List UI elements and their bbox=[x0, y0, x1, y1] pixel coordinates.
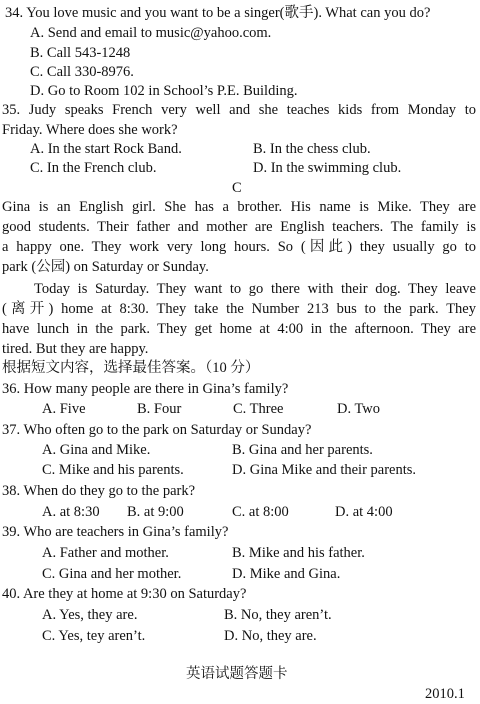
q36-option-d: D. Two bbox=[337, 401, 381, 417]
q34-option-a: A. Send and email to music@yahoo.com. bbox=[30, 25, 272, 41]
q38-option-a: A. at 8:30 bbox=[42, 504, 100, 520]
exam-date: 2010.1 bbox=[425, 686, 465, 702]
passage-line: Gina is an English girl. She has a brother. His name is Mike. They are bbox=[2, 199, 476, 215]
q39-stem: 39. Who are teachers in Gina’s family? bbox=[2, 524, 229, 540]
q36-option-b: B. Four bbox=[137, 401, 182, 417]
q40-option-a: A. Yes, they are. bbox=[42, 607, 138, 623]
q38-stem: 38. When do they go to the park? bbox=[2, 483, 196, 499]
q37-option-d: D. Gina Mike and their parents. bbox=[232, 462, 417, 478]
passage-line: good students. Their father and mother are English teachers. The family is bbox=[2, 219, 476, 235]
q35-stem-line2: Friday. Where does she work? bbox=[2, 122, 178, 138]
answer-sheet-title: 英语试题答题卡 bbox=[186, 666, 288, 682]
q35-option-b: B. In the chess club. bbox=[253, 141, 371, 157]
q36-option-a: A. Five bbox=[42, 401, 86, 417]
q40-option-b: B. No, they aren’t. bbox=[224, 607, 332, 623]
q38-option-b: B. at 9:00 bbox=[127, 504, 184, 520]
q37-option-c: C. Mike and his parents. bbox=[42, 462, 184, 478]
q34-option-d: D. Go to Room 102 in School’s P.E. Building. bbox=[30, 83, 298, 99]
q40-option-d: D. No, they are. bbox=[224, 628, 317, 644]
q35-option-c: C. In the French club. bbox=[30, 160, 157, 176]
passage-line: park (公园) on Saturday or Sunday. bbox=[2, 259, 209, 275]
q37-option-a: A. Gina and Mike. bbox=[42, 442, 151, 458]
q34-stem: 34. You love music and you want to be a singer(歌手). What can you do? bbox=[5, 5, 431, 21]
q38-option-c: C. at 8:00 bbox=[232, 504, 289, 520]
q38-option-d: D. at 4:00 bbox=[335, 504, 393, 520]
instruction: 根据短文内容，选择最佳答案。（10 分） bbox=[2, 360, 260, 376]
q40-option-c: C. Yes, tey aren’t. bbox=[42, 628, 146, 644]
q34-option-b: B. Call 543-1248 bbox=[30, 45, 131, 61]
passage-line: Today is Saturday. They want to go there with their dog. They leave bbox=[34, 281, 476, 297]
q35-option-d: D. In the swimming club. bbox=[253, 160, 402, 176]
passage-line: a happy one. They work very long hours. So (因此) they usually go to bbox=[2, 239, 476, 255]
q40-stem: 40. Are they at home at 9:30 on Saturday? bbox=[2, 586, 247, 602]
q39-option-b: B. Mike and his father. bbox=[232, 545, 365, 561]
q36-option-c: C. Three bbox=[233, 401, 284, 417]
q37-option-b: B. Gina and her parents. bbox=[232, 442, 373, 458]
section-heading: C bbox=[232, 180, 242, 196]
q35-option-a: A. In the start Rock Band. bbox=[30, 141, 182, 157]
q36-stem: 36. How many people are there in Gina’s family? bbox=[2, 381, 289, 397]
passage-line: tired. But they are happy. bbox=[2, 341, 149, 357]
q34-option-c: C. Call 330-8976. bbox=[30, 64, 134, 80]
q37-stem: 37. Who often go to the park on Saturday or Sunday? bbox=[2, 422, 312, 438]
q35-stem-line1: 35. Judy speaks French very well and she teaches kids from Monday to bbox=[2, 102, 476, 118]
passage-line: have lunch in the park. They get home at 4:00 in the afternoon. They are bbox=[2, 321, 476, 337]
passage-line: (离开) home at 8:30. They take the Number 213 bus to the park. They bbox=[2, 301, 476, 317]
q39-option-a: A. Father and mother. bbox=[42, 545, 169, 561]
q39-option-d: D. Mike and Gina. bbox=[232, 566, 341, 582]
q39-option-c: C. Gina and her mother. bbox=[42, 566, 182, 582]
